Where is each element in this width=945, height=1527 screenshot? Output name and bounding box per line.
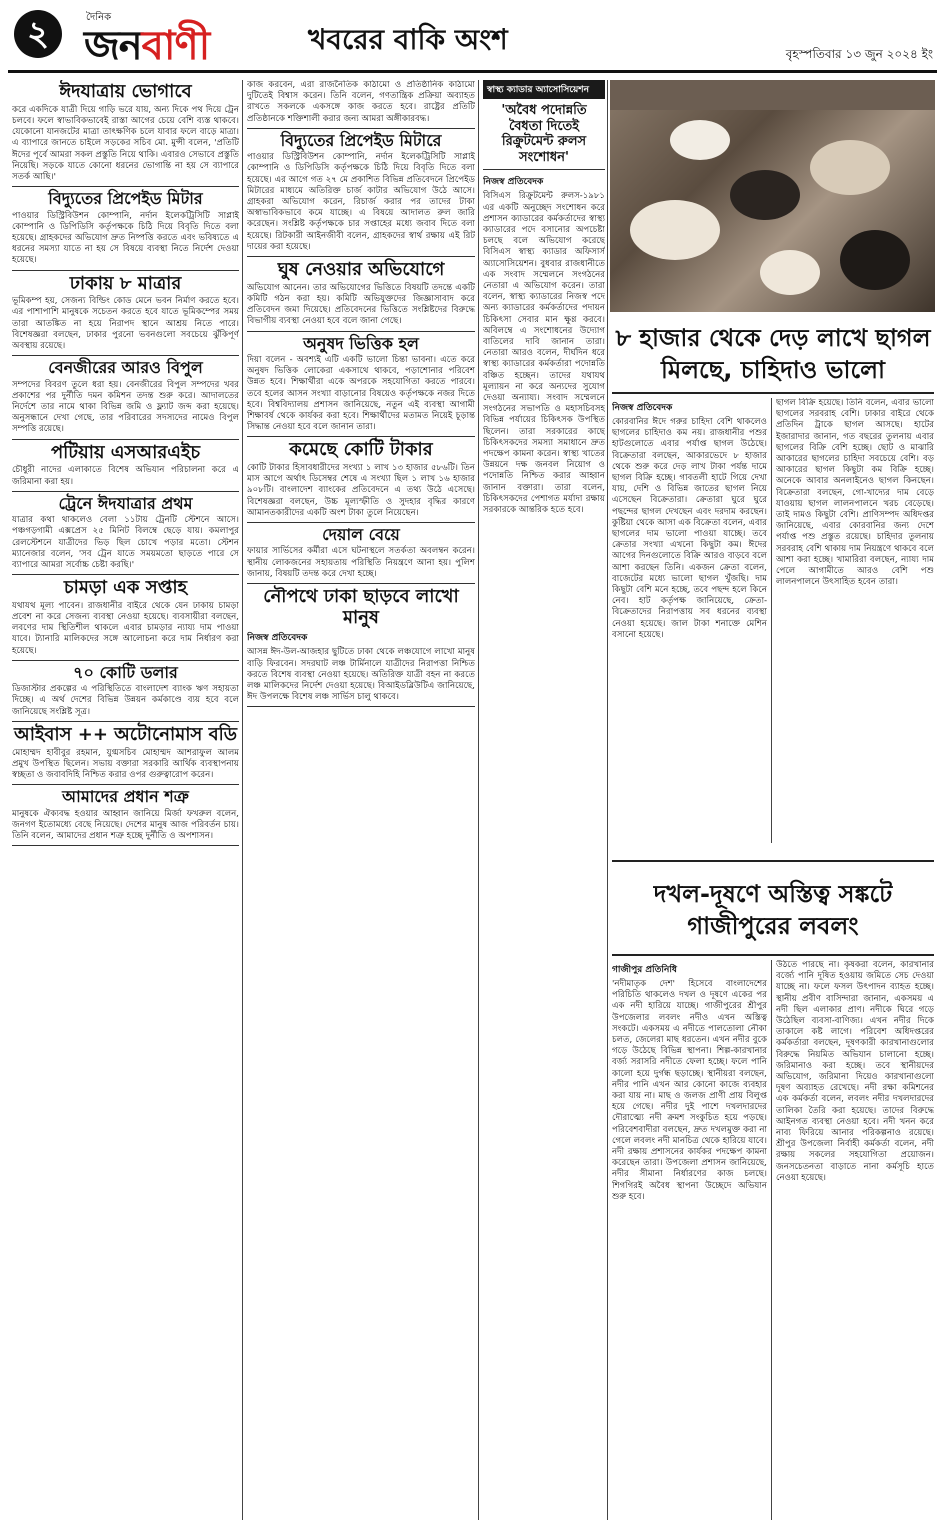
lablong-story-left xyxy=(612,960,767,1520)
col1-story-body: মোহাম্মদ হাবীবুর রহমান, যুগ্মসচিব মোহাম্মদ আশরাফুল আলম প্রমুখ উপস্থিত ছিলেন। সভায় বক্তারা সরকারি আর্থিক ব্যবস্থাপনায় স্বচ্ছতা ও জবাবদিহি নিশ্চিত করার ওপর গুরুত্বারোপ করেন। xyxy=(12,747,239,780)
goat-headline[interactable]: ৮ হাজার থেকে দেড় লাখে ছাগল মিলছে, চাহিদাও ভালো xyxy=(615,324,931,385)
col2-story-body: আসন্ন ঈদ-উল-আজহার ছুটিতে ঢাকা থেকে লঞ্চযোগে লাখো মানুষ বাড়ি ফিরবেন। সদরঘাট লঞ্চ টার্মিনালে যাত্রীদের নিরাপত্তা নিশ্চিত করতে বিশেষ ব্যবস্থা নেওয়া হয়েছে। অতিরিক্ত যাত্রী বহন না করতে লঞ্চ মালিকদের নির্দেশ দেওয়া হয়েছে। বিআইডব্লিউটিএ জানিয়েছে, ঈদ উপলক্ষে বিশেষ লঞ্চ সার্ভিস চালু থাকবে। xyxy=(247,647,475,703)
col1-story-headline[interactable]: পটিয়ায় এসআরএইচ xyxy=(50,441,201,463)
health-cadre-body: বিসিএস রিক্রুটমেন্ট রুলস-১৯৮১ এর একটি অনুচ্ছেদ সংশোধন করে প্রশাসন ক্যাডারের কর্মকর্তাদের স্বাস্থ্য ক্যাডারের পদে বসানোর অপচেষ্টা চলছে বলে অভিযোগ করেছে বিসিএস স্বাস্থ্য ক্যাডার অফিসার্স অ্যাসোসিয়েশন। বুধবার রাজধানীতে এক সংবাদ সম্মেলনে সংগঠনের নেতারা এ অভিযোগ করেন। তারা বলেন, স্বাস্থ্য ক্যাডারের নিজস্ব পদে অন্য ক্যাডারের কর্মকর্তাদের পদায়ন চিকিৎসা সেবার মান ক্ষুণ্ণ করবে। অবিলম্বে এ সংশোধনের উদ্যোগ বাতিলের দাবি জানান তারা। নেতারা আরও বলেন, দীর্ঘদিন ধরে স্বাস্থ্য ক্যাডারের কর্মকর্তারা পদোন্নতি বঞ্চিত হচ্ছেন। তাদের যথাযথ মূল্যায়ন না করে অন্যদের সুযোগ দেওয়া অন্যায্য। সংবাদ সম্মেলনে সংগঠনের সভাপতি ও মহাসচিবসহ বিভিন্ন পর্যায়ের চিকিৎসক উপস্থিত ছিলেন। তারা সরকারের কাছে চিকিৎসকদের সমস্যা সমাধানে দ্রুত পদক্ষেপ কামনা করেন। স্বাস্থ্য খাতের উন্নয়নে দক্ষ জনবল নিয়োগ ও পদোন্নতি নিশ্চিত করার আহ্বান জানান বক্তারা। তারা বলেন, চিকিৎসকদের পেশাগত মর্যাদা রক্ষায় সরকারকে আন্তরিক হতে হবে। xyxy=(483,191,605,516)
goat-byline: নিজস্ব প্রতিবেদক xyxy=(612,403,673,413)
masthead xyxy=(8,8,937,73)
col1-story-headline[interactable]: বিদ্যুতের প্রিপেইড মিটার xyxy=(48,189,203,209)
col1-story-body: পাওয়ার ডিস্ট্রিবিউশন কোম্পানি, নর্দান ইলেকট্রিসিটি সাপ্লাই কোম্পানি ও ডিপিডিসি কর্তৃপক্ষকে চিঠি দিয়ে বিবৃতি দিতে বলা হয়েছে। গ্রাহকদের অভিযোগ দ্রুত নিষ্পত্তি করতে এবং ভবিষ্যতে এ ধরনের সমস্যা যাতে না হয় সে বিষয়ে ব্যবস্থা নিতে নির্দেশ দেওয়া হয়েছে। xyxy=(12,210,239,266)
goat-body-left: কোরবানির ঈদে গরুর চাহিদা বেশি থাকলেও ছাগলের চাহিদাও কম নয়। রাজধানীর পশুর হাটগুলোতে এবার পর্যাপ্ত ছাগল উঠেছে। বিক্রেতারা বলছেন, আকারভেদে ৮ হাজার থেকে শুরু করে দেড় লাখ টাকা পর্যন্ত দামে ছাগল বিক্রি হচ্ছে। গাবতলী হাটে গিয়ে দেখা যায়, দেশি ও বিভিন্ন জাতের ছাগল নিয়ে এসেছেন বিক্রেতারা। ক্রেতারা ঘুরে ঘুরে পছন্দের ছাগল দেখছেন এবং দরদাম করছেন। কুষ্টিয়া থেকে আসা এক বিক্রেতা বলেন, এবার ছাগলের দাম ভালো পাওয়া যাচ্ছে। তবে ক্রেতার সংখ্যা এখনো কিছুটা কম। ঈদের আগের দিনগুলোতে বিক্রি আরও বাড়বে বলে আশা করছেন তিনি। একজন ক্রেতা বলেন, বাজেটের মধ্যে ভালো ছাগল খুঁজছি। দাম কিছুটা বেশি মনে হচ্ছে, তবে পছন্দ হলে কিনে নেব। হাট কর্তৃপক্ষ জানিয়েছে, ক্রেতা-বিক্রেতাদের নিরাপত্তায় সব ধরনের ব্যবস্থা নেওয়া হয়েছে। জাল টাকা শনাক্তে মেশিন বসানো হয়েছে। xyxy=(612,417,767,640)
page-date: বৃহস্পতিবার ১৩ জুন ২০২৪ ইং xyxy=(785,47,933,61)
lablong-body-left: 'নদীমাতৃক দেশ' হিসেবে বাংলাদেশের পরিচিতি থাকলেও দখল ও দূষণে একের পর এক নদী হারিয়ে যাচ্ছে। গাজীপুরের শ্রীপুর উপজেলার লবলং নদীও এখন অস্তিত্ব সংকটে। একসময় এ নদীতে পালতোলা নৌকা চলত, জেলেরা মাছ ধরতেন। এখন নদীর বুকে গড়ে উঠেছে বিভিন্ন স্থাপনা। শিল্প-কারখানার বর্জ্য সরাসরি নদীতে ফেলা হচ্ছে। ফলে পানি কালো হয়ে দুর্গন্ধ ছড়াচ্ছে। স্থানীয়রা বলছেন, নদীর পানি এখন আর কোনো কাজে ব্যবহার করা যায় না। মাছ ও জলজ প্রাণী প্রায় বিলুপ্ত হয়ে গেছে। নদীর দুই পাশে দখলদারদের দৌরাত্ম্যে নদী ক্রমশ সংকুচিত হয়ে পড়ছে। পরিবেশবাদীরা বলছেন, দ্রুত দখলমুক্ত করা না গেলে লবলং নদী মানচিত্র থেকে হারিয়ে যাবে। নদী রক্ষায় প্রশাসনের কার্যকর পদক্ষেপ কামনা করেছেন তারা। উপজেলা প্রশাসন জানিয়েছে, নদীর সীমানা নির্ধারণের কাজ চলছে। শিগগিরই অবৈধ স্থাপনা উচ্ছেদে অভিযান শুরু হবে। xyxy=(612,979,767,1202)
column-1 xyxy=(12,80,239,1520)
col1-story-body: চৌধুরী নাদের এলাকাতে বিশেষ অভিযান পরিচালনা করে এ জরিমানা করা হয়। xyxy=(12,465,239,487)
col1-story-body: সম্পদের বিবরণ তুলে ধরা হয়। বেনজীরের বিপুল সম্পদের খবর প্রকাশের পর দুর্নীতি দমন কমিশন তদন্ত শুরু করে। আদালতের নির্দেশে তার নামে থাকা বিভিন্ন জমি ও ফ্ল্যাট জব্দ করা হয়েছে। অনুসন্ধানে দেখা গেছে, তার পরিবারের সদস্যদের নামেও বিপুল সম্পত্তি রয়েছে। xyxy=(12,379,239,435)
col1-story-headline[interactable]: ঢাকায় ৮ মাত্রার xyxy=(69,272,182,294)
col1-story-headline[interactable]: আমাদের প্রধান শত্রু xyxy=(62,787,189,807)
col1-story-body: যথাযথ মূল্য পাবেন। রাজধানীর বাইরে থেকে যেন ঢাকায় চামড়া প্রবেশ না করে সেজন্য ব্যবস্থা নেওয়া হয়েছে। ব্যবসায়ীরা বলছেন, লবণের দাম স্থিতিশীল থাকলে এবার চামড়ার ন্যায্য দাম পাওয়া যাবে। ট্যানারি মালিকদের সঙ্গে আলোচনা করে দাম নির্ধারণ করা হয়েছে। xyxy=(12,600,239,656)
health-cadre-byline: নিজস্ব প্রতিবেদক xyxy=(483,177,544,188)
col2-story-headline[interactable]: কমেছে কোটি টাকার xyxy=(289,439,433,461)
col2-story-body: পাওয়ার ডিস্ট্রিবিউশন কোম্পানি, নর্দান ইলেকট্রিসিটি সাপ্লাই কোম্পানি ও ডিপিডিসি কর্তৃপক্ষকে চিঠি দিয়ে বিবৃতি দিতে বলা হয়েছে। এর আগে গত ২৭ মে প্রকাশিত বিভিন্ন প্রতিবেদনে প্রিপেইড মিটারের মাধ্যমে অতিরিক্ত চার্জ কাটার অভিযোগ উঠে আসে। গ্রাহকরা অভিযোগ করেন, রিচার্জ করার পর তাদের টাকা অস্বাভাবিকভাবে কমে যাচ্ছে। এ বিষয়ে আদালত রুল জারি করেছেন। সংশ্লিষ্ট কর্তৃপক্ষকে চার সপ্তাহের মধ্যে জবাব দিতে বলা হয়েছে। রিটকারী আইনজীবী বলেন, গ্রাহকদের স্বার্থ রক্ষায় এই রিট দায়ের করা হয়েছে। xyxy=(247,152,475,252)
col2-story-headline[interactable]: ঘুষ নেওয়ার অভিযোগে xyxy=(277,259,445,281)
col2-story-body: অভিযোগ আনেন। তার অভিযোগের ভিত্তিতে বিষয়টি তদন্তে একটি কমিটি গঠন করা হয়। কমিটি অভিযুক্তদের জিজ্ঞাসাবাদ করে প্রতিবেদন জমা দিয়েছে। প্রতিবেদনের ভিত্তিতে সংশ্লিষ্টদের বিরুদ্ধে বিভাগীয় ব্যবস্থা নেওয়া হবে বলে জানা গেছে। xyxy=(247,282,475,327)
col2-story-byline: নিজস্ব প্রতিবেদক xyxy=(247,633,308,644)
goat-market-photo xyxy=(610,80,935,312)
col1-story-body: ডিজাস্টার প্রকল্পের এ পরিস্থিতিতে বাংলাদেশ ব্যাংক ঋণ সহায়তা দিচ্ছে। এ অর্থ দেশের বিভিন্ন উন্নয়ন কর্মকাণ্ডে ব্যয় হবে বলে জানিয়েছে সংশ্লিষ্ট সূত্র। xyxy=(12,684,239,717)
col1-story-headline[interactable]: আইবাস ++ অটোনোমাস বডি xyxy=(13,723,238,745)
column-2 xyxy=(247,80,475,1520)
section-title: খবরের বাকি অংশ xyxy=(308,23,508,56)
col1-story-body: ভূমিকম্প হয়, সেজন্য বিল্ডিং কোড মেনে ভবন নির্মাণ করতে হবে। এর পাশাপাশি মানুষকে সচেতন করতে হবে যাতে ভূমিকম্পের সময় তারা আতঙ্কিত না হয়ে নিরাপদ স্থানে আশ্রয় নিতে পারে। বিশেষজ্ঞরা বলছেন, ঢাকার পুরনো ভবনগুলো সবচেয়ে ঝুঁকিপূর্ণ অবস্থায় রয়েছে। xyxy=(12,296,239,352)
col2-story-body: কোটি টাকার হিসাবধারীদের সংখ্যা ১ লাখ ১৩ হাজার ৫৮৬টি। তিন মাস আগে অর্থাৎ ডিসেম্বর শেষে এ সংখ্যা ছিল ১ লাখ ১৬ হাজার ৯০৮টি। বাংলাদেশ ব্যাংকের প্রতিবেদনে এ তথ্য উঠে এসেছে। বিশেষজ্ঞরা বলছেন, উচ্চ মূল্যস্ফীতি ও সুদহার বৃদ্ধির কারণে আমানতকারীদের একটি অংশ টাকা তুলে নিয়েছেন। xyxy=(247,463,475,518)
page-number: ২ xyxy=(14,10,62,58)
lablong-body-right: উঠতে পারছে না। কৃষকরা বলেন, কারখানার বর্জ্যে পানি দূষিত হওয়ায় জমিতে সেচ দেওয়া যাচ্ছে না। ফলে ফসল উৎপাদন ব্যাহত হচ্ছে। স্থানীয় প্রবীণ বাসিন্দারা জানান, একসময় এ নদী ছিল এলাকার প্রাণ। নদীকে ঘিরে গড়ে উঠেছিল ব্যবসা-বাণিজ্য। এখন নদীর দিকে তাকালে কষ্ট লাগে। পরিবেশ অধিদপ্তরের কর্মকর্তারা বলছেন, দূষণকারী কারখানাগুলোর বিরুদ্ধে নিয়মিত অভিযান চালানো হচ্ছে। জরিমানাও করা হচ্ছে। তবে স্থানীয়দের অভিযোগ, জরিমানা দিয়েও কারখানাগুলো দূষণ অব্যাহত রেখেছে। নদী রক্ষা কমিশনের এক কর্মকর্তা বলেন, লবলং নদীর দখলদারদের তালিকা তৈরি করা হয়েছে। তাদের বিরুদ্ধে আইনগত ব্যবস্থা নেওয়া হবে। নদী খনন করে নাব্য ফিরিয়ে আনার পরিকল্পনাও রয়েছে। শ্রীপুর উপজেলা নির্বাহী কর্মকর্তা বলেন, নদী রক্ষায় সকলের সহযোগিতা প্রয়োজন। জনসচেতনতা বাড়াতে নানা কর্মসূচি হাতে নেওয়া হয়েছে। xyxy=(776,960,934,1183)
col1-story-body: যাত্রার কথা থাকলেও বেলা ১১টায় ট্রেনটি স্টেশনে আসে। পঞ্চগড়গামী এক্সপ্রেস ২৫ মিনিট বিলম্বে ছেড়ে যায়। কমলাপুর রেলস্টেশনে যাত্রীদের ভিড় ছিল চোখে পড়ার মতো। স্টেশন ম্যানেজার বলেন, 'সব ট্রেন যাতে সময়মতো ছাড়তে পারে সে ব্যাপারে আমরা সর্বোচ্চ চেষ্টা করছি।' xyxy=(12,515,239,570)
col2-story-headline[interactable]: বিদ্যুতের প্রিপেইড মিটারে xyxy=(280,130,442,150)
col2-story-headline[interactable]: নৌপথে ঢাকা ছাড়বে লাখো মানুষ xyxy=(263,586,459,628)
col1-story-headline[interactable]: ৭০ কোটি ডলার xyxy=(73,662,178,682)
story-tag: স্বাস্থ্য ক্যাডার অ্যাসোসিয়েশন xyxy=(483,80,605,99)
col1-story-headline[interactable]: ঈদযাত্রায় ভোগাবে xyxy=(59,81,192,102)
goat-body-right: ছাগল বিক্রি হয়েছে। তিনি বলেন, এবার ভালো ছাগলের সরবরাহ বেশি। ঢাকার বাইরে থেকে প্রতিদিন ট্রাকে ছাগল আসছে। হাটের ইজারাদার জানান, গত বছরের তুলনায় এবার ছাগলের বিক্রি বেশি হচ্ছে। ছোট ও মাঝারি আকারের ছাগলের চাহিদা সবচেয়ে বেশি। বড় আকারের ছাগল কিছুটা কম বিক্রি হচ্ছে। অনেকে আবার অনলাইনেও ছাগল কিনছেন। বিক্রেতারা বলছেন, গো-খাদ্যের দাম বেড়ে যাওয়ায় ছাগল লালনপালনে খরচ বেড়েছে। তাই দামও কিছুটা বেশি। প্রাণিসম্পদ অধিদপ্তর জানিয়েছে, এবার কোরবানির জন্য দেশে পর্যাপ্ত পশু প্রস্তুত রয়েছে। চাহিদার তুলনায় সরবরাহ বেশি থাকায় দাম নিয়ন্ত্রণে থাকবে বলে আশা করা হচ্ছে। খামারিরা বলছেন, ন্যায্য দাম পেলে আগামীতে আরও বেশি পশু লালনপালনে উৎসাহিত হবেন তারা। xyxy=(776,398,934,588)
col1-story-headline[interactable]: চামড়া এক সপ্তাহ xyxy=(63,577,188,599)
goat-story-left xyxy=(612,398,767,843)
logo-part-2: বাণী xyxy=(141,23,210,69)
column-3 xyxy=(483,80,605,1520)
logo-part-1: জন xyxy=(84,23,142,69)
col2-story-headline[interactable]: দেয়াল বেয়ে xyxy=(322,525,400,545)
col1-story-body: মানুষকে ঐক্যবদ্ধ হওয়ার আহ্বান জানিয়ে মির্জা ফখরুল বলেন, জনগণ ইতোমধ্যে বেছে নিয়েছে। দেশের মানুষ আজ পরিবর্তন চায়। তিনি বলেন, আমাদের প্রধান শত্রু হচ্ছে দুর্নীতি ও অপশাসন। xyxy=(12,808,239,841)
col1-story-headline[interactable]: ট্রেনে ঈদযাত্রার প্রথম xyxy=(58,493,193,513)
health-cadre-headline[interactable]: 'অবৈধ পদোন্নতি বৈধতা দিতেই রিক্রুটমেন্ট রুলস সংশোধন' xyxy=(483,103,605,170)
goat-story-right xyxy=(776,398,934,843)
lablong-headline[interactable]: দখল-দূষণে অস্তিত্ব সঙ্কটে গাজীপুরের লবলং xyxy=(653,880,893,941)
newspaper-logo[interactable] xyxy=(84,14,209,81)
daily-label: দৈনিক xyxy=(86,12,112,23)
lablong-story-right xyxy=(776,960,934,1520)
col2-story-headline[interactable]: অনুষদ ভিত্তিক হল xyxy=(303,333,419,353)
lablong-byline: গাজীপুর প্রতিনিধি xyxy=(612,965,677,975)
col1-story-body: করে একদিকে যাত্রী দিয়ে গাড়ি ভরে যায়, অন্য দিকে পথ দিয়ে ট্রেন চলবে। ফলে স্বাভাবিকভাবেই রাস্তা আগের চেয়ে বেশি ব্যস্ত থাকবে। যেকোনো যানজটের মাত্রা তাৎক্ষণিক চলে যাবার ফলে বাড়ে মাত্রা। এ ব্যাপারে জানতে চাইলে সড়কের সচিব মো. মুন্সী বলেন, 'প্রতিটি ঈদের পূর্বে আমরা সকল প্রস্তুতি নিয়ে থাকি। এবারও সেভাবে প্রস্তুতি নিয়েছি। সড়কে যাতে কোনো ধরনের ভোগান্তি না হয় সে ব্যাপারে সতর্ক আছি।' xyxy=(12,104,239,182)
col2-story-body: ফায়ার সার্ভিসের কর্মীরা এসে ঘটনাস্থলে সতর্কতা অবলম্বন করেন। স্থানীয় লোকজনের সহায়তায় পরিস্থিতি নিয়ন্ত্রণে আনা হয়। পুলিশ জানায়, বিষয়টি তদন্ত করে দেখা হচ্ছে। xyxy=(247,546,475,579)
col2-story-body: দিয়া বলেন - অবশ্যই এটি একটি ভালো চিন্তা ভাবনা। এতে করে অনুষদ ভিত্তিক লোকেরা একসাথে থাকবে, পড়াশোনার পরিবেশ উন্নত হবে। শিক্ষার্থীরা একে অপরকে সহযোগিতা করতে পারবে। তবে হলের আসন সংখ্যা বাড়ানোর বিষয়েও কর্তৃপক্ষকে নজর দিতে হবে। বিশ্ববিদ্যালয় প্রশাসন জানিয়েছে, নতুন এই ব্যবস্থা আগামী শিক্ষাবর্ষ থেকে কার্যকর করা হবে। শিক্ষার্থীদের মতামত নিয়েই চূড়ান্ত সিদ্ধান্ত নেওয়া হবে বলে জানান তারা। xyxy=(247,354,475,433)
col1-story-headline[interactable]: বেনজীরের আরও বিপুল xyxy=(48,358,203,378)
col2-story-body: কাজ করবেন, এরা রাজনৈতিক কাঠামো ও প্রতিষ্ঠানিক কাঠামো দুটিতেই বিশ্বাস করেন। তিনি বলেন, গণতান্ত্রিক প্রক্রিয়া অব্যাহত রাখতে সকলকে একসঙ্গে কাজ করতে হবে। রাষ্ট্রের প্রতিটি প্রতিষ্ঠানকে শক্তিশালী করার জন্য আমরা অঙ্গীকারবদ্ধ। xyxy=(247,80,475,124)
